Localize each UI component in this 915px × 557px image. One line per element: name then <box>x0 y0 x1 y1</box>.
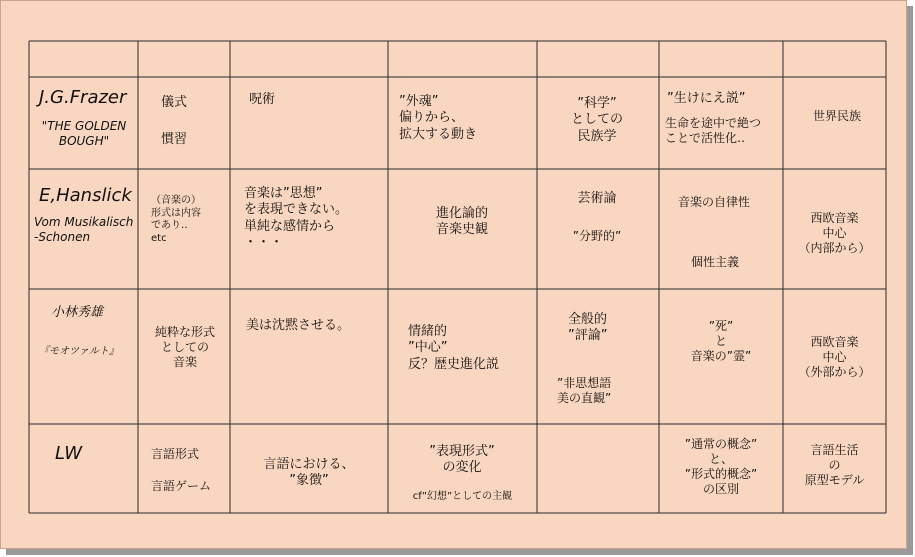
row1-work: "THE GOLDEN BOUGH" <box>41 119 127 148</box>
row4-cell3: ”表現形式” の変化 <box>429 444 495 476</box>
row2-cell2: 音楽は”思想” を表現できない。 単純な感情から ・・・ <box>244 186 349 250</box>
row2-work: Vom Musikalisch -Schonen <box>34 215 134 244</box>
row4-cell3b: cf”幻想”としての主観 <box>412 491 513 502</box>
row2-cell5: 音楽の自律性 <box>678 195 751 209</box>
row2-cell5b: 個性主義 <box>691 255 740 269</box>
row2-cell4b: ”分野的” <box>572 229 622 243</box>
row2-cell4: 芸術論 <box>577 191 617 206</box>
row1-author: J.G.Frazer <box>39 87 127 108</box>
row1-cell3: ”外魂” 偏りから、 拡大する動き <box>399 94 478 142</box>
row4-cell2: 言語における、 ”象徴” <box>263 457 355 489</box>
row1-cell2: 呪術 <box>249 92 276 107</box>
row1-cell4: ”科学” としての 民族学 <box>570 96 623 144</box>
row1-cell5b: 生命を途中で絶つ ことで活性化‥ <box>665 116 762 145</box>
row3-cell5: ”死” と 音楽の”霊” <box>690 319 752 363</box>
row1-cell5: ”生けにえ説” <box>667 91 746 106</box>
row1-cell1: 儀式 <box>161 95 188 110</box>
row2-author: E,Hanslick <box>39 185 132 206</box>
row4-author: LW <box>55 443 83 464</box>
row1-cell6: 世界民族 <box>813 109 862 123</box>
row2-cell3: 進化論的 音楽史観 <box>435 206 488 238</box>
row3-author: 小林秀雄 <box>51 305 104 320</box>
row1-cell1b: 慣習 <box>161 132 188 147</box>
row2-cell1: （音楽の） 形式は内容 であり‥ etc <box>151 195 201 244</box>
row3-work: 『モオツァルト』 <box>39 346 119 357</box>
row3-cell2: 美は沈黙させる。 <box>246 318 351 333</box>
row3-cell4: 全般的 ”評論” <box>568 312 608 344</box>
row3-cell6: 西欧音楽 中心 （外部から） <box>798 335 871 379</box>
row4-cell6: 言語生活 の 原型モデル <box>804 443 865 487</box>
row4-cell1: 言語形式 <box>151 447 200 461</box>
row3-cell3: 情緒的 ”中心” 反？歴史進化説 <box>408 324 500 372</box>
row2-cell6: 西欧音楽 中心 （内部から） <box>798 211 871 255</box>
row4-cell1b: 言語ゲーム <box>151 479 212 493</box>
row3-cell4b: ”非思想語 美の直観” <box>557 376 612 405</box>
row3-cell1: 純粋な形式 としての 音楽 <box>154 325 215 369</box>
row4-cell5: ”通常の概念” と、 ”形式的概念” の区別 <box>684 437 758 496</box>
